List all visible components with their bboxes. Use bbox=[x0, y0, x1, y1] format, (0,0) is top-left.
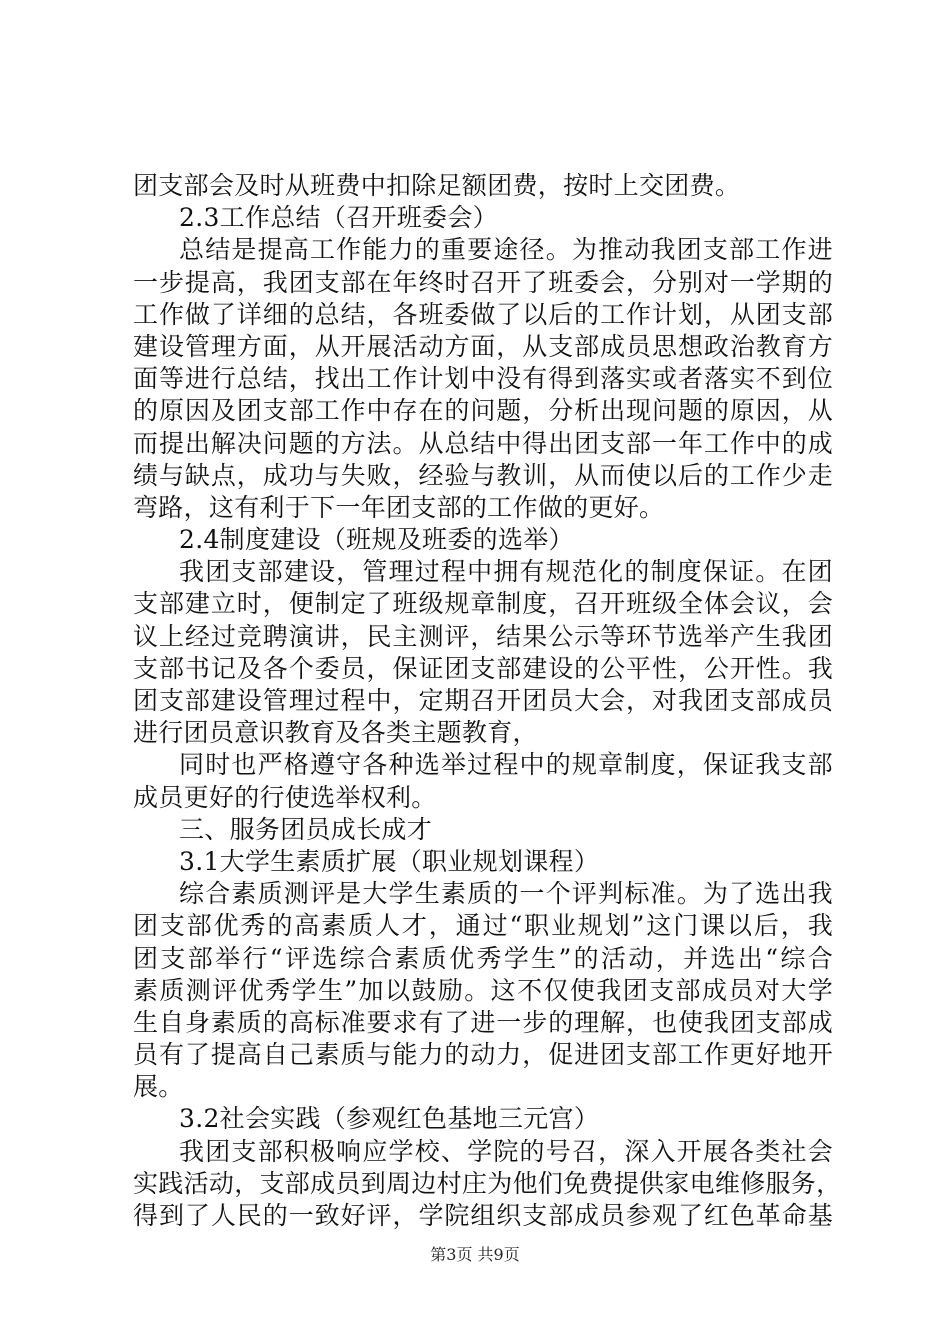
text-line: 进行团员意识教育及各类主题教育， bbox=[133, 718, 538, 748]
text-line: 总结是提高工作能力的重要途径。为推动我团支部工作进 bbox=[179, 235, 833, 265]
text-line: 实践活动，支部成员到周边村庄为他们免费提供家电维修服务， bbox=[133, 1168, 842, 1198]
text-line: 员有了提高自己素质与能力的动力，促进团支部工作更好地开 bbox=[133, 1040, 833, 1070]
page-number-footer: 第3页 共9页 bbox=[430, 1245, 520, 1264]
text-line: 支部书记及各个委员，保证团支部建设的公平性，公开性。我 bbox=[133, 653, 833, 683]
text-line: 得到了人民的一致好评，学院组织支部成员参观了红色革命基 bbox=[133, 1201, 833, 1230]
text-line: 支部建立时，便制定了班级规章制度，召开班级全体会议，会 bbox=[133, 589, 833, 619]
text-line: 团支部举行“评选综合素质优秀学生”的活动，并选出“综合 bbox=[133, 943, 833, 973]
text-line: 团支部会及时从班费中扣除足额团费，按时上交团费。 bbox=[133, 171, 741, 200]
text-line: 团支部优秀的高素质人才，通过“职业规划”这门课以后，我 bbox=[133, 911, 833, 941]
text-line: 一步提高，我团支部在年终时召开了班委会，分别对一学期的 bbox=[133, 267, 833, 297]
text-line: 素质测评优秀学生”加以鼓励。这不仅使我团支部成员对大学 bbox=[133, 975, 833, 1005]
text-line: 工作做了详细的总结，各班委做了以后的工作计划，从团支部 bbox=[133, 299, 833, 329]
text-line: 团支部建设管理过程中，定期召开团员大会，对我团支部成员 bbox=[133, 686, 833, 715]
text-line: 面等进行总结，找出工作计划中没有得到落实或者落实不到位 bbox=[133, 364, 833, 394]
section-heading: 3.2社会实践（参观红色基地三元宫） bbox=[179, 1104, 600, 1134]
text-line: 生自身素质的高标准要求有了进一步的理解，也使我团支部成 bbox=[133, 1007, 833, 1037]
text-line: 而提出解决问题的方法。从总结中得出团支部一年工作中的成 bbox=[133, 428, 833, 458]
text-line: 建设管理方面，从开展活动方面，从支部成员思想政治教育方 bbox=[133, 331, 833, 361]
text-line: 弯路，这有利于下一年团支部的工作做的更好。 bbox=[133, 492, 665, 522]
section-heading: 2.3工作总结（召开班委会） bbox=[179, 203, 498, 233]
section-heading: 三、服务团员成长成才 bbox=[179, 814, 433, 844]
text-line: 绩与缺点，成功与失败，经验与教训，从而使以后的工作少走 bbox=[133, 460, 833, 490]
section-heading: 3.1大学生素质扩展（职业规划课程） bbox=[179, 846, 600, 876]
text-line: 综合素质测评是大学生素质的一个评判标准。为了选出我 bbox=[179, 879, 833, 909]
text-line: 成员更好的行使选举权利。 bbox=[133, 782, 437, 812]
text-line: 的原因及团支部工作中存在的问题，分析出现问题的原因，从 bbox=[133, 396, 833, 426]
document-body bbox=[133, 170, 842, 1232]
text-line: 展。 bbox=[133, 1072, 184, 1102]
text-line: 我团支部建设，管理过程中拥有规范化的制度保证。在团 bbox=[179, 557, 833, 587]
text-line: 同时也严格遵守各种选举过程中的规章制度，保证我支部 bbox=[179, 750, 833, 780]
section-heading: 2.4制度建设（班规及班委的选举） bbox=[179, 525, 574, 555]
text-line: 议上经过竞聘演讲，民主测评，结果公示等环节选举产生我团 bbox=[133, 621, 833, 651]
text-line: 我团支部积极响应学校、学院的号召，深入开展各类社会 bbox=[179, 1136, 833, 1166]
